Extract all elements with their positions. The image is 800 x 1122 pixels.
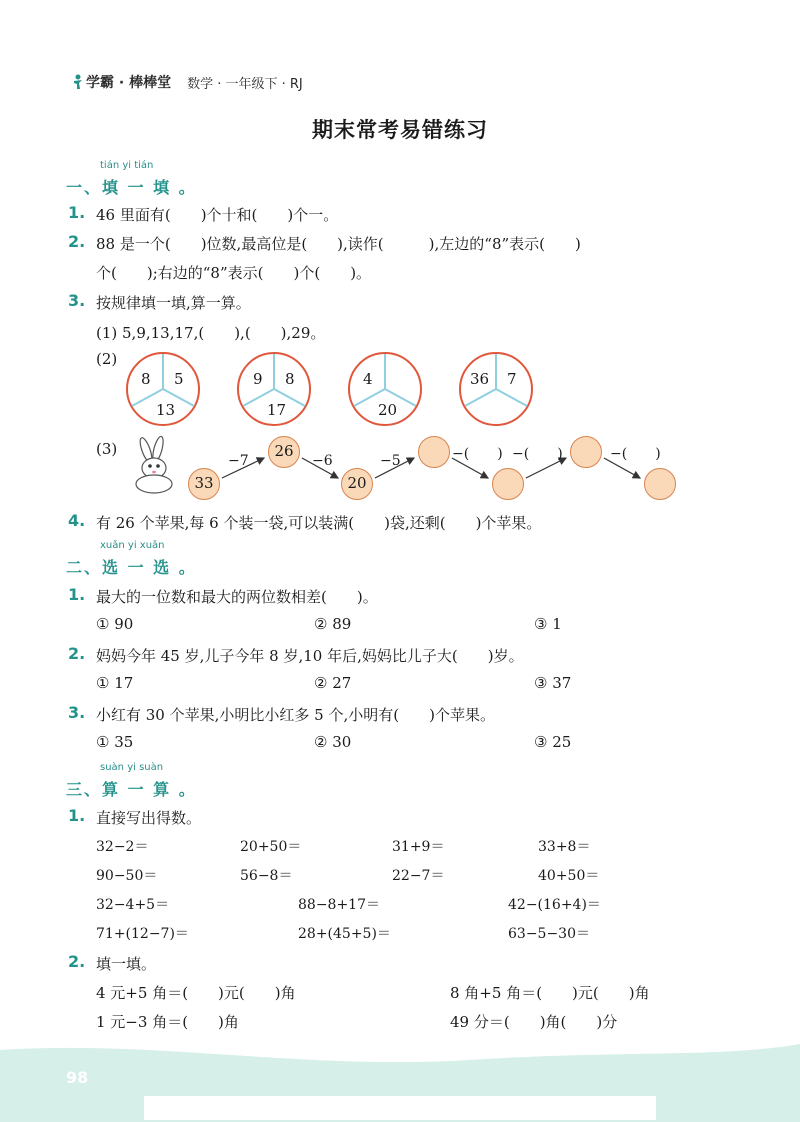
s1-q4-number: 4. [68, 511, 86, 530]
s1-q3-part3-label: (3) [96, 440, 118, 458]
calc-item: 42−(16+4)＝ [508, 897, 601, 913]
calc-item: 88−8+17＝ [298, 897, 380, 913]
circle2-top-right: 8 [285, 370, 295, 388]
chain-op-2: −6 [312, 453, 333, 469]
s3-q1-text: 直接写出得数。 [96, 809, 202, 827]
s1-q3-part2-label: (2) [96, 350, 118, 368]
calc-item: 32−2＝ [96, 839, 149, 855]
money-item-a: 4 元+5 角＝( )元( )角 [96, 984, 296, 1002]
s2-q1-option-1: ① 90 [96, 615, 134, 633]
money-item-c: 1 元−3 角＝( )角 [96, 1013, 239, 1031]
s1-q2-number: 2. [68, 232, 86, 251]
money-item-b: 8 角+5 角＝( )元( )角 [450, 984, 650, 1002]
s2-q3-option-1: ① 35 [96, 733, 134, 751]
chain-op-5: −( ) [512, 446, 563, 462]
s1-q3-part1: (1) 5,9,13,17,( ),( ),29。 [96, 324, 326, 342]
chain-bubble-3: 20 [341, 468, 373, 500]
chain-op-6: −( ) [610, 446, 661, 462]
section1-heading: 一、填 一 填 。 [66, 178, 197, 197]
chain-op-1: −7 [228, 453, 249, 469]
s1-q2-line1: 88 是一个( )位数,最高位是( ),读作( ),左边的“8”表示( ) [96, 235, 581, 253]
circle3-top-left: 4 [363, 370, 373, 388]
s1-q3-number: 3. [68, 291, 86, 310]
circle2-top-left: 9 [253, 370, 263, 388]
section1-pinyin: tián yi tián [100, 160, 154, 171]
calc-item: 71+(12−7)＝ [96, 926, 189, 942]
footer-blank-bar [144, 1096, 656, 1120]
s3-q2-text: 填一填。 [96, 955, 157, 973]
circle1-top-right: 5 [174, 370, 184, 388]
circle1-top-left: 8 [141, 370, 151, 388]
calc-item: 28+(45+5)＝ [298, 926, 391, 942]
s1-q4-text: 有 26 个苹果,每 6 个装一袋,可以装满( )袋,还剩( )个苹果。 [96, 514, 542, 532]
s3-q2-number: 2. [68, 952, 86, 971]
s2-q2-option-3: ③ 37 [534, 674, 572, 692]
s2-q1-option-2: ② 89 [314, 615, 352, 633]
calc-item: 31+9＝ [392, 839, 445, 855]
circle4-top-left: 36 [470, 370, 490, 388]
chain-bubble-2: 26 [268, 436, 300, 468]
page-number: 98 [66, 1068, 89, 1087]
section2-pinyin: xuǎn yi xuǎn [100, 540, 165, 551]
calc-item: 33+8＝ [538, 839, 591, 855]
chain-arrows [0, 0, 800, 560]
section2-heading: 二、选 一 选 。 [66, 558, 197, 577]
s1-q1-text: 46 里面有( )个十和( )个一。 [96, 206, 339, 224]
calc-item: 22−7＝ [392, 868, 445, 884]
s2-q3-text: 小红有 30 个苹果,小明比小红多 5 个,小明有( )个苹果。 [96, 706, 495, 724]
calc-item: 90−50＝ [96, 868, 158, 884]
s2-q1-number: 1. [68, 585, 86, 604]
circle3-bottom: 20 [378, 401, 398, 419]
calc-item: 40+50＝ [538, 868, 600, 884]
calc-item: 20+50＝ [240, 839, 302, 855]
calc-item: 63−5−30＝ [508, 926, 590, 942]
page-title: 期末常考易错练习 [312, 118, 488, 142]
s3-q1-number: 1. [68, 806, 86, 825]
s2-q2-option-2: ② 27 [314, 674, 352, 692]
section3-pinyin: suàn yi suàn [100, 762, 164, 773]
book-subtitle: 数学 · 一年级下 · RJ [187, 76, 303, 92]
circle2-bottom: 17 [267, 401, 287, 419]
money-item-d: 49 分＝( )角( )分 [450, 1013, 618, 1031]
s1-q1-number: 1. [68, 203, 86, 222]
s1-q3-text: 按规律填一填,算一算。 [96, 294, 251, 312]
calc-item: 32−4+5＝ [96, 897, 170, 913]
section3-heading: 三、算 一 算 。 [66, 780, 197, 799]
s2-q3-option-2: ② 30 [314, 733, 352, 751]
chain-bubble-start: 33 [188, 468, 220, 500]
s1-q2-line2: 个( );右边的“8”表示( )个( )。 [96, 264, 372, 282]
s2-q2-option-1: ① 17 [96, 674, 134, 692]
s2-q1-option-3: ③ 1 [534, 615, 562, 633]
circle1-bottom: 13 [156, 401, 176, 419]
chain-op-4: −( ) [452, 446, 503, 462]
s2-q2-number: 2. [68, 644, 86, 663]
s2-q2-text: 妈妈今年 45 岁,儿子今年 8 岁,10 年后,妈妈比儿子大( )岁。 [96, 647, 524, 665]
brand-name: 学霸 · 棒棒堂 [86, 75, 172, 91]
s2-q3-number: 3. [68, 703, 86, 722]
s2-q1-text: 最大的一位数和最大的两位数相差( )。 [96, 588, 378, 606]
calc-item: 56−8＝ [240, 868, 293, 884]
circle4-top-right: 7 [507, 370, 517, 388]
s2-q3-option-3: ③ 25 [534, 733, 572, 751]
chain-op-3: −5 [380, 453, 401, 469]
